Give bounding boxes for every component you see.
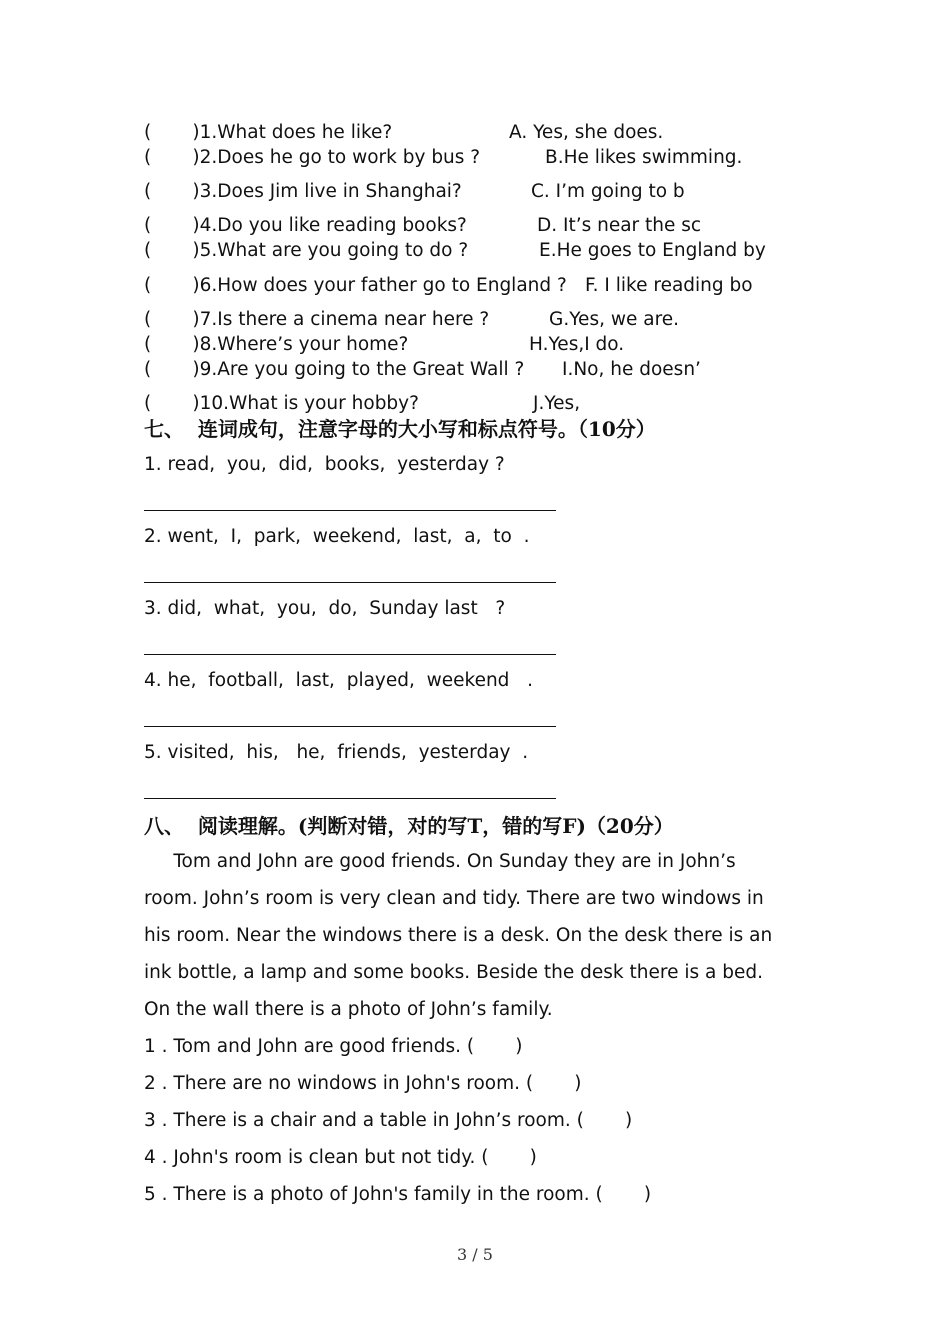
answer-line-4[interactable] <box>144 726 556 727</box>
passage-line-2: room. John’s room is very clean and tidy. There are two windows in <box>144 888 764 909</box>
answer-line-1[interactable] <box>144 510 556 511</box>
match-answer-g: G.Yes, we are. <box>549 309 680 330</box>
answer-line-3[interactable] <box>144 654 556 655</box>
match-question-7: ( )7.Is there a cinema near here ? <box>144 309 490 330</box>
match-question-9: ( )9.Are you going to the Great Wall ? <box>144 359 525 380</box>
passage-line-4: ink bottle, a lamp and some books. Beside the desk there is a bed. <box>144 962 763 983</box>
match-question-1: ( )1.What does he like? <box>144 122 393 143</box>
sentence-item-3: 3. did, what, you, do, Sunday last ? <box>144 598 506 619</box>
section-8-heading: 八、 阅读理解。(判断对错，对的写T，错的写F)（20分） <box>144 814 674 838</box>
match-answer-d: D. It’s near the sc <box>537 215 702 236</box>
match-question-6: ( )6.How does your father go to England ? <box>144 275 567 296</box>
judge-question-2: 2 . There are no windows in John's room. ( ) <box>144 1073 582 1094</box>
page-number: 3 / 5 <box>457 1245 493 1264</box>
answer-line-2[interactable] <box>144 582 556 583</box>
match-answer-i: I.No, he doesn’ <box>562 359 701 380</box>
match-answer-h: H.Yes,I do. <box>529 334 625 355</box>
judge-question-5: 5 . There is a photo of John's family in the room. ( ) <box>144 1184 652 1205</box>
judge-question-4: 4 . John's room is clean but not tidy. ( ) <box>144 1147 537 1168</box>
match-answer-e: E.He goes to England by <box>539 240 766 261</box>
sentence-item-4: 4. he, football, last, played, weekend . <box>144 670 533 691</box>
judge-question-3: 3 . There is a chair and a table in John’s room. ( ) <box>144 1110 633 1131</box>
sentence-item-2: 2. went, I, park, weekend, last, a, to . <box>144 526 530 547</box>
sentence-item-1: 1. read, you, did, books, yesterday ? <box>144 454 505 475</box>
match-question-4: ( )4.Do you like reading books? <box>144 215 467 236</box>
passage-line-1: Tom and John are good friends. On Sunday they are in John’s <box>144 851 736 872</box>
match-question-2: ( )2.Does he go to work by bus ? <box>144 147 481 168</box>
match-question-3: ( )3.Does Jim live in Shanghai? <box>144 181 462 202</box>
section-7-heading: 七、 连词成句，注意字母的大小写和标点符号。（10分） <box>144 417 656 441</box>
match-question-5: ( )5.What are you going to do ? <box>144 240 469 261</box>
answer-line-5[interactable] <box>144 798 556 799</box>
match-question-10: ( )10.What is your hobby? <box>144 393 419 414</box>
passage-line-5: On the wall there is a photo of John’s family. <box>144 999 553 1020</box>
passage-line-3: his room. Near the windows there is a desk. On the desk there is an <box>144 925 773 946</box>
match-answer-f: F. I like reading bo <box>585 275 753 296</box>
match-answer-c: C. I’m going to b <box>531 181 685 202</box>
match-question-8: ( )8.Where’s your home? <box>144 334 409 355</box>
sentence-item-5: 5. visited, his, he, friends, yesterday . <box>144 742 529 763</box>
judge-question-1: 1 . Tom and John are good friends. ( ) <box>144 1036 523 1057</box>
match-answer-j: J.Yes, <box>533 393 581 414</box>
match-answer-a: A. Yes, she does. <box>509 122 664 143</box>
match-answer-b: B.He likes swimming. <box>545 147 743 168</box>
